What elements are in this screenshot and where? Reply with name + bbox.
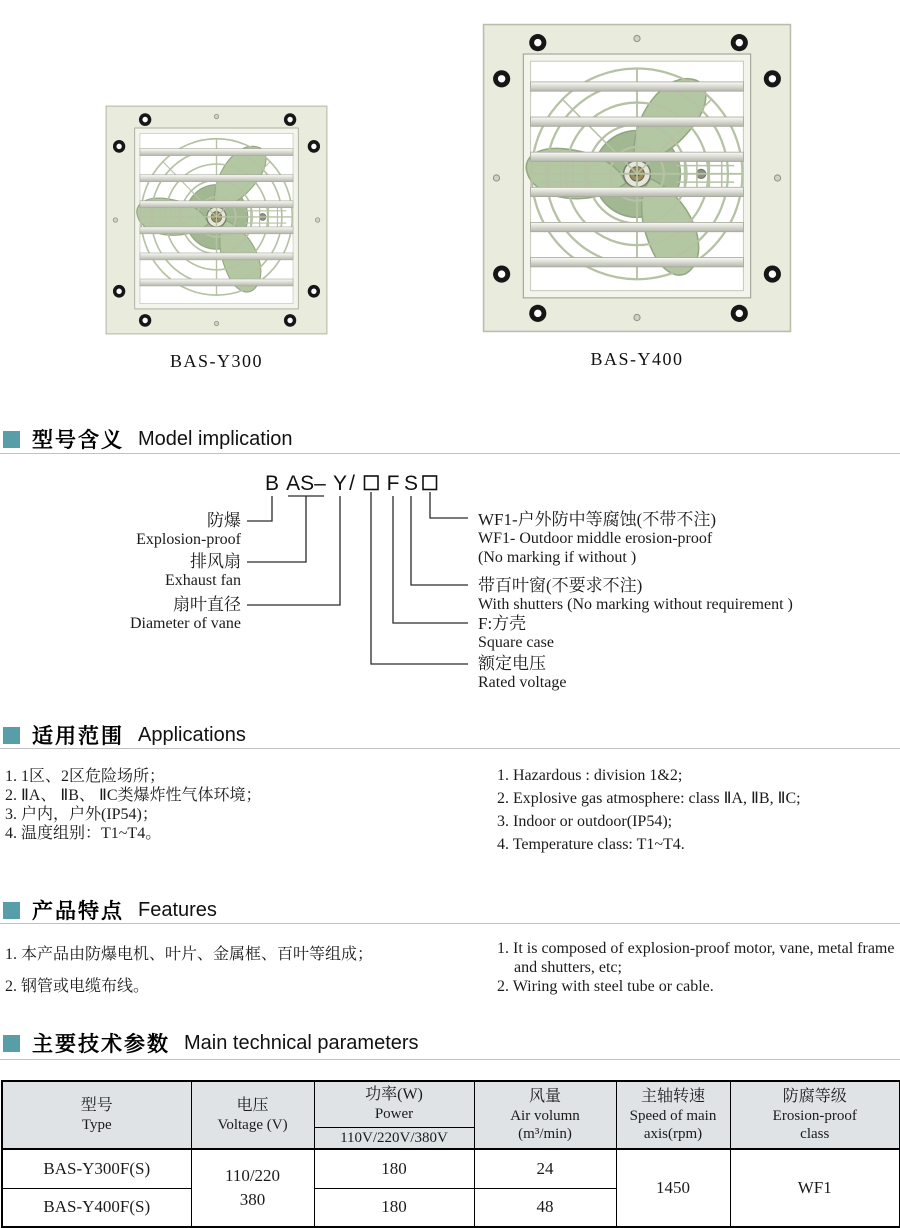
section-divider [0,748,900,749]
cell-power: 180 [314,1149,474,1188]
col-header-erosion-class: 防腐等级 Erosion-proof class [730,1081,900,1149]
parameters-table [1,1080,900,1228]
list-item: 2. Explosive gas atmosphere: class ⅡA, ⅡB, ⅡC; [497,790,801,807]
section-title-cn: 适用范围 [32,725,124,748]
section-title-en: Applications [138,723,246,746]
section-title-cn: 型号含义 [32,429,124,452]
section-bullet-icon [3,1035,20,1052]
col-header-speed: 主轴转速 Speed of main axis(rpm) [616,1081,730,1149]
list-item: 4. 温度组别：T1~T4。 [5,825,162,842]
cell-power: 180 [314,1188,474,1227]
section-divider [0,923,900,924]
model-code-token: B [264,472,280,495]
section-title-cn: 产品特点 [32,900,124,923]
model-code-box [365,476,379,490]
diagram-label-rated-voltage: 额定电压 Rated voltage [478,654,567,691]
section-title-en: Model implication [138,427,293,450]
table-row [2,1149,900,1188]
col-header-voltage: 电压 Voltage (V) [191,1081,314,1149]
section-bullet-icon [3,902,20,919]
model-code-token: Y [332,472,348,495]
model-code-token: S [403,472,419,495]
model-code-token: AS– [286,472,326,495]
list-item: 2. Wiring with steel tube or cable. [497,978,714,995]
list-item: 1. It is composed of explosion-proof motor, vane, metal frame and shutters, etc; [497,940,895,976]
diagram-label-exhaust-fan: 排风扇 Exhaust fan [165,552,241,589]
list-item: 1. 本产品由防爆电机、叶片、金属框、百叶等组成； [5,946,374,963]
diagram-label-square-case: F:方壳 Square case [478,614,554,651]
fan-image-bas-y400 [482,23,792,333]
list-item: 2. 钢管或电缆布线。 [5,978,150,995]
section-divider [0,1059,900,1060]
diagram-label-shutters: 带百叶窗(不要求不注) With shutters (No marking without requirement ) [478,576,793,613]
product-label: BAS-Y400 [590,349,684,369]
section-bullet-icon [3,431,20,448]
fan-image-bas-y300 [105,105,328,335]
product-figure-bas-y300 [105,105,328,372]
product-label: BAS-Y300 [169,351,263,371]
cell-type: BAS-Y300F(S) [2,1149,191,1188]
col-header-air-volume: 风量 Air volumn (m³/min) [474,1081,616,1149]
list-item: 4. Temperature class: T1~T4. [497,836,685,853]
cell-speed: 1450 [616,1149,730,1227]
section-bullet-icon [3,727,20,744]
product-figure-bas-y400 [482,23,792,370]
cell-erosion-class: WF1 [730,1149,900,1227]
features-list-en [497,940,900,998]
model-code-token: / [349,472,355,495]
col-header-power: 功率(W) Power [314,1081,474,1127]
diagram-leader-lines [247,492,468,664]
cell-air-volume: 48 [474,1188,616,1227]
list-item: 2. ⅡA、 ⅡB、 ⅡC类爆炸性气体环境； [5,787,262,804]
section-divider [0,453,900,454]
section-title-en: Features [138,898,217,921]
cell-voltage: 110/220 380 [191,1149,314,1227]
list-item: 3. 户内，户外(IP54)； [5,806,158,823]
list-item: 3. Indoor or outdoor(IP54); [497,813,673,830]
model-code-box [423,476,437,490]
list-item: 1. 1区、2区危险场所； [5,768,166,785]
applications-list-en [497,764,801,856]
features-list-cn [5,945,373,1009]
parameters-table-wrap [1,1080,899,1228]
model-code-token: F [386,472,400,495]
col-subheader-power-voltages: 110V/220V/380V [314,1127,474,1149]
section-header-features [0,895,217,925]
section-header-applications [0,720,246,750]
cell-type: BAS-Y400F(S) [2,1188,191,1227]
section-title-en: Main technical parameters [184,1031,419,1054]
col-header-type: 型号 Type [2,1081,191,1149]
diagram-label-erosion-proof: WF1-户外防中等腐蚀(不带不注) WF1- Outdoor middle erosion-proof (No marking if without ) [478,510,716,566]
list-item: 1. Hazardous : division 1&2; [497,767,683,784]
cell-air-volume: 24 [474,1149,616,1188]
diagram-label-explosion-proof: 防爆 Explosion-proof [136,511,241,548]
applications-list-cn [5,767,262,843]
section-header-model [0,424,293,454]
section-header-parameters [0,1028,419,1058]
diagram-label-vane-diameter: 扇叶直径 Diameter of vane [129,595,241,632]
section-title-cn: 主要技术参数 [32,1033,170,1056]
